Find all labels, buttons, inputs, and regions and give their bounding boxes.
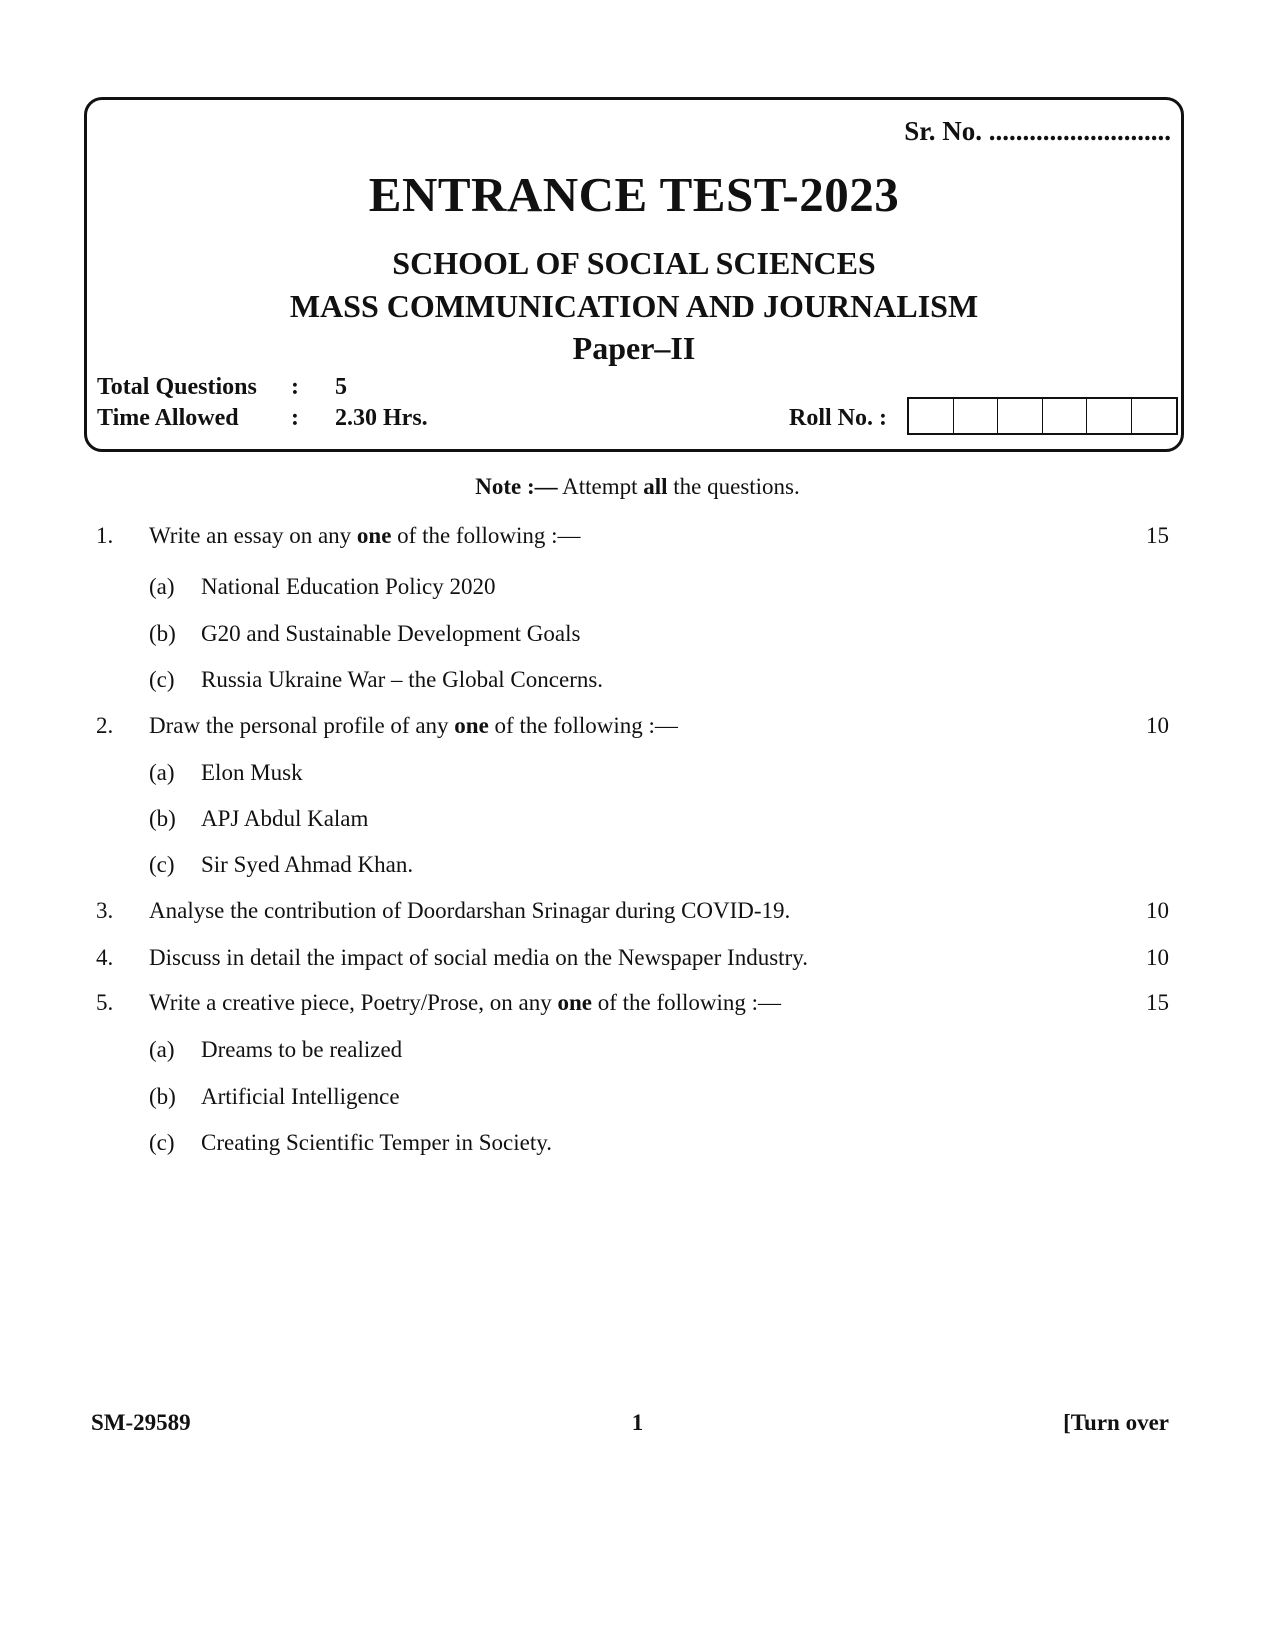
option-label: (c) <box>149 852 175 877</box>
roll-no-digit-box[interactable] <box>998 399 1043 433</box>
question-text: Write a creative piece, Poetry/Prose, on any one of the following :— <box>149 990 782 1015</box>
question-text: Discuss in detail the impact of social media on the Newspaper Industry. <box>149 945 808 970</box>
option-label: (a) <box>149 760 175 785</box>
question-number: 5. <box>96 990 114 1015</box>
question-number: 4. <box>96 945 114 970</box>
question-marks: 10 <box>1146 713 1169 738</box>
option-label: (a) <box>149 1037 175 1062</box>
roll-no-digit-box[interactable] <box>954 399 999 433</box>
time-allowed-value: 2.30 Hrs. <box>335 405 428 431</box>
roll-no-digit-box[interactable] <box>1043 399 1088 433</box>
exam-title: ENTRANCE TEST-2023 <box>368 167 900 222</box>
question-number: 1. <box>96 523 114 548</box>
option-text: Dreams to be realized <box>201 1037 403 1062</box>
option-label: (c) <box>149 1130 175 1155</box>
question-text: Analyse the contribution of Doordarshan Srinagar during COVID-19. <box>149 898 791 923</box>
roll-no-boxes[interactable] <box>907 397 1178 435</box>
instruction-note <box>0 474 1275 500</box>
option-text: G20 and Sustainable Development Goals <box>201 621 581 646</box>
question-number: 2. <box>96 713 114 738</box>
time-allowed-label: Time Allowed <box>97 405 239 431</box>
question-marks: 15 <box>1146 990 1169 1015</box>
question-marks: 10 <box>1146 945 1169 970</box>
colon: : <box>291 374 299 400</box>
subject-name: MASS COMMUNICATION AND JOURNALISM <box>289 288 979 324</box>
note-emphasis: all <box>643 474 668 499</box>
option-text: Artificial Intelligence <box>201 1084 400 1109</box>
option-text: Creating Scientific Temper in Society. <box>201 1130 552 1155</box>
note-text: the questions. <box>667 474 800 499</box>
roll-no-digit-box[interactable] <box>909 399 954 433</box>
school-name: SCHOOL OF SOCIAL SCIENCES <box>392 245 876 281</box>
note-text: Attempt <box>557 474 644 499</box>
option-label: (b) <box>149 621 176 646</box>
page-number: 1 <box>631 1410 644 1435</box>
header-box <box>84 97 1184 452</box>
turn-over-label: [Turn over <box>1063 1410 1169 1435</box>
total-questions-label: Total Questions <box>97 374 257 400</box>
option-text: Sir Syed Ahmad Khan. <box>201 852 414 877</box>
roll-no-digit-box[interactable] <box>1132 399 1177 433</box>
paper-code: SM-29589 <box>91 1410 191 1435</box>
question-text: Draw the personal profile of any one of the following :— <box>149 713 678 738</box>
total-questions-value: 5 <box>335 374 347 400</box>
option-text: Russia Ukraine War – the Global Concerns. <box>201 667 604 692</box>
paper-label: Paper–II <box>572 330 696 366</box>
colon: : <box>291 405 299 431</box>
option-label: (a) <box>149 574 175 599</box>
serial-number: Sr. No. ........................... <box>904 116 1171 146</box>
roll-no-label: Roll No. : <box>789 405 887 431</box>
option-text: Elon Musk <box>201 760 303 785</box>
question-number: 3. <box>96 898 114 923</box>
option-label: (b) <box>149 1084 176 1109</box>
option-text: APJ Abdul Kalam <box>201 806 369 831</box>
question-text: Write an essay on any one of the following :— <box>149 523 581 548</box>
option-label: (c) <box>149 667 175 692</box>
option-label: (b) <box>149 806 176 831</box>
question-marks: 10 <box>1146 898 1169 923</box>
roll-no-digit-box[interactable] <box>1087 399 1132 433</box>
option-text: National Education Policy 2020 <box>201 574 496 599</box>
question-marks: 15 <box>1146 523 1169 548</box>
note-label: Note :— <box>475 474 558 499</box>
